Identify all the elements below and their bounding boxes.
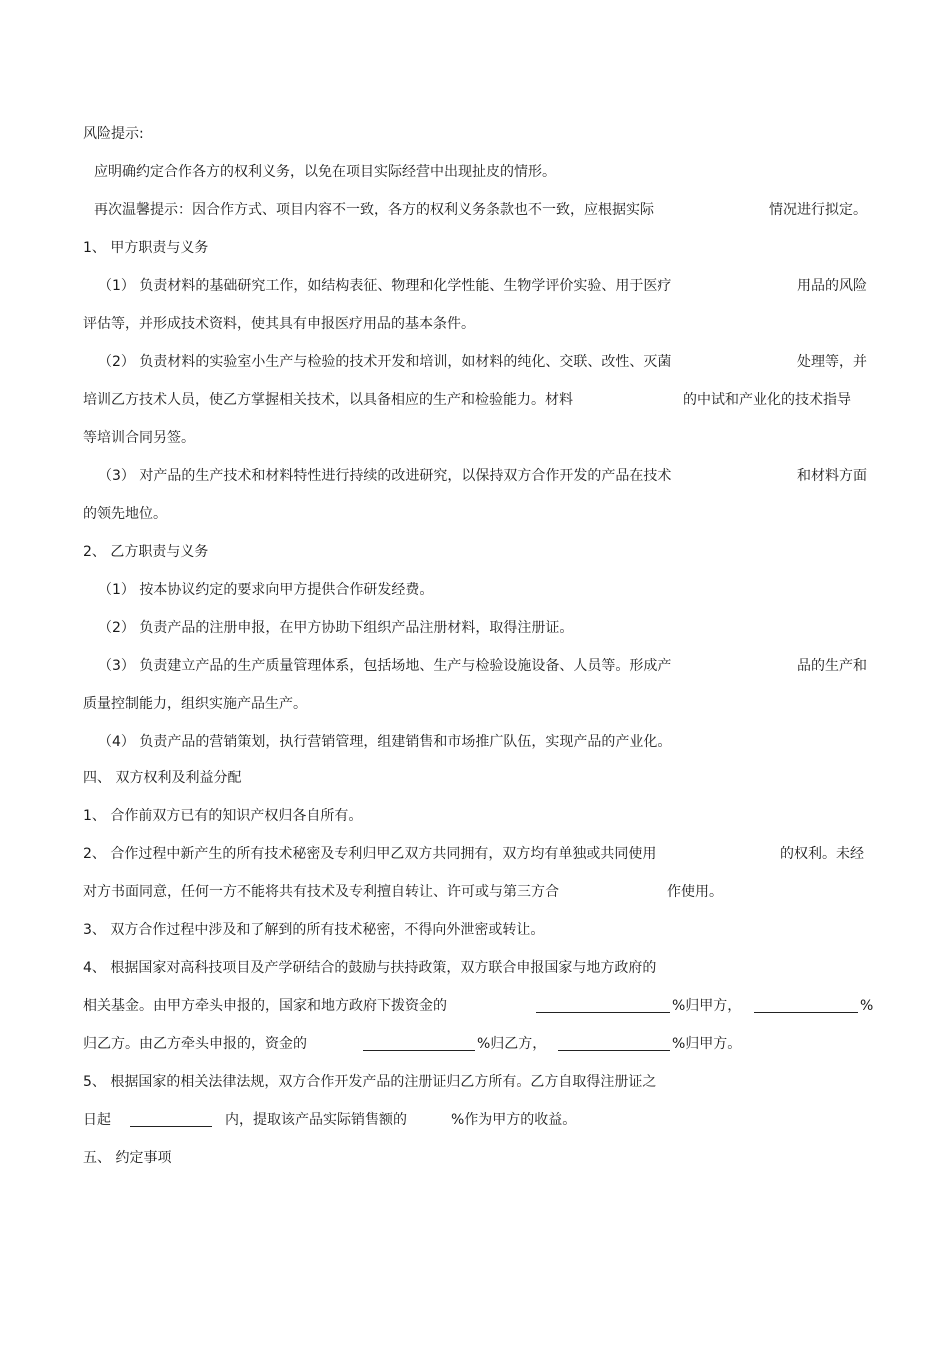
- percent-sign: %: [860, 998, 874, 1014]
- rights-item-1: 1、 合作前双方已有的知识产权归各自所有。: [83, 808, 363, 824]
- fund-share-blank-4[interactable]: [558, 1034, 670, 1057]
- rights-item-5: 5、 根据国家的相关法律法规，双方合作开发产品的注册证归乙方所有。乙方自取得注册证之: [83, 1074, 657, 1090]
- rights-item-4-cont: 相关基金。由甲方牵头申报的，国家和地方政府下拨资金的: [83, 998, 447, 1014]
- section-heading-agreement: 五、 约定事项: [83, 1150, 172, 1166]
- fund-share-party-a-label-2: %归甲方。: [672, 1036, 742, 1052]
- party-b-item-3: （3） 负责建立产品的生产质量管理体系，包括场地、生产与检验设施设备、人员等。形成产: [98, 658, 672, 674]
- party-a-item-1: （1） 负责材料的基础研究工作，如结构表征、物理和化学性能、生物学评价实验、用于医疗: [98, 278, 672, 294]
- section-heading-party-a: 1、 甲方职责与义务: [83, 240, 209, 256]
- fund-share-party-b-label: %归乙方，: [477, 1036, 547, 1052]
- section-heading-party-b: 2、 乙方职责与义务: [83, 544, 209, 560]
- rights-item-2-cont: 对方书面同意，任何一方不能将共有技术及专利擅自转让、许可或与第三方合: [83, 884, 559, 900]
- rights-item-2-end: 的权利。未经: [780, 846, 864, 862]
- party-b-item-3-end: 品的生产和: [797, 658, 867, 674]
- party-a-item-3-end: 和材料方面: [797, 468, 867, 484]
- reminder-text-end: 情况进行拟定。: [769, 202, 867, 218]
- party-a-item-2-end: 处理等，并: [797, 354, 867, 370]
- fund-share-blank-2[interactable]: [754, 996, 858, 1019]
- reminder-text: 再次温馨提示：因合作方式、项目内容不一致，各方的权利义务条款也不一致，应根据实际: [94, 202, 654, 218]
- party-a-item-2-cont: 培训乙方技术人员，使乙方掌握相关技术，以具备相应的生产和检验能力。材料: [83, 392, 573, 408]
- party-a-item-2-cont-end: 的中试和产业化的技术指导: [683, 392, 851, 408]
- risk-title: 风险提示:: [83, 126, 144, 142]
- risk-text: 应明确约定合作各方的权利义务，以免在项目实际经营中出现扯皮的情形。: [94, 164, 556, 180]
- party-b-item-2: （2） 负责产品的注册申报，在甲方协助下组织产品注册材料，取得注册证。: [98, 620, 574, 636]
- rights-item-5-end: %作为甲方的收益。: [451, 1112, 577, 1128]
- party-b-item-1: （1） 按本协议约定的要求向甲方提供合作研发经费。: [98, 582, 434, 598]
- fund-share-party-a-label: %归甲方，: [672, 998, 742, 1014]
- party-a-item-3: （3） 对产品的生产技术和材料特性进行持续的改进研究，以保持双方合作开发的产品在技术: [98, 468, 672, 484]
- rights-item-5-mid: 内，提取该产品实际销售额的: [225, 1112, 407, 1128]
- rights-item-4-cont2: 归乙方。由乙方牵头申报的，资金的: [83, 1036, 307, 1052]
- period-blank[interactable]: [130, 1110, 212, 1133]
- party-b-item-4: （4） 负责产品的营销策划，执行营销管理，组建销售和市场推广队伍，实现产品的产业化。: [98, 734, 672, 750]
- rights-item-5-cont: 日起: [83, 1112, 111, 1128]
- party-b-item-3-cont: 质量控制能力，组织实施产品生产。: [83, 696, 307, 712]
- party-a-item-3-cont: 的领先地位。: [83, 506, 167, 522]
- section-heading-rights: 四、 双方权利及利益分配: [83, 770, 242, 786]
- fund-share-blank-3[interactable]: [363, 1034, 475, 1057]
- rights-item-2: 2、 合作过程中新产生的所有技术秘密及专利归甲乙双方共同拥有，双方均有单独或共同使用: [83, 846, 657, 862]
- fund-share-blank-1[interactable]: [536, 996, 670, 1019]
- party-a-item-1-cont: 评估等，并形成技术资料，使其具有申报医疗用品的基本条件。: [83, 316, 475, 332]
- rights-item-3: 3、 双方合作过程中涉及和了解到的所有技术秘密，不得向外泄密或转让。: [83, 922, 545, 938]
- rights-item-2-cont-end: 作使用。: [667, 884, 723, 900]
- party-a-item-1-end: 用品的风险: [797, 278, 867, 294]
- rights-item-4: 4、 根据国家对高科技项目及产学研结合的鼓励与扶持政策，双方联合申报国家与地方政府的: [83, 960, 657, 976]
- party-a-item-2: （2） 负责材料的实验室小生产与检验的技术开发和培训，如材料的纯化、交联、改性、灭菌: [98, 354, 672, 370]
- party-a-item-2-cont2: 等培训合同另签。: [83, 430, 195, 446]
